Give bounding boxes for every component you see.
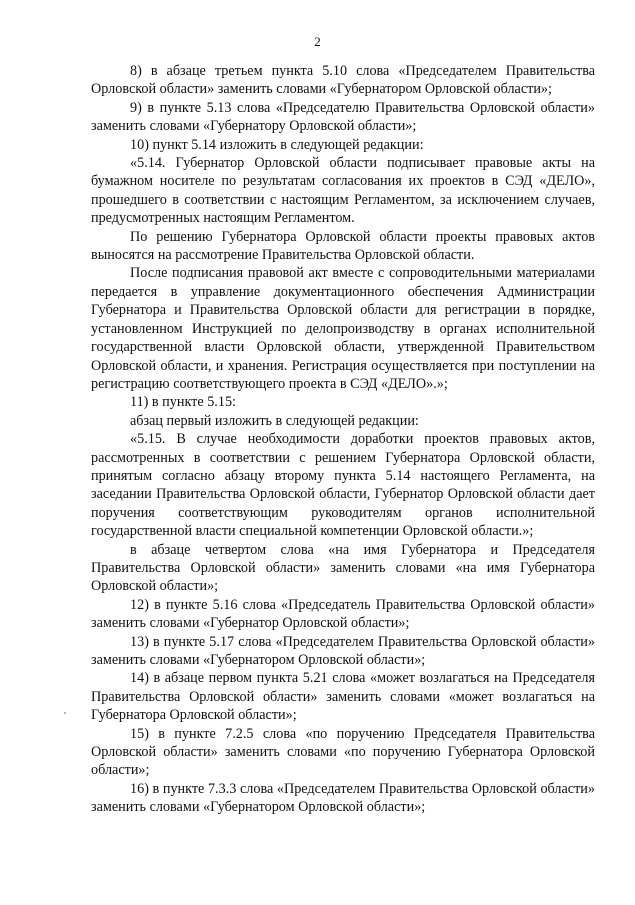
paragraph-quote-5-15: «5.15. В случае необходимости доработки проектов правовых актов, рассмотренных в соответствии с решением Губернатора Орловской области, принятым согласно абзацу второму пункта 5.14 настоящего Регламента, на заседании Правительства Орловской области, Губернатор Орловской области дает поручения соответствующим руководителям органов исполнительной государственной власти специальной компетенции Орловской области.»; — [91, 431, 595, 540]
page-number: 2 — [314, 34, 321, 49]
scan-speck — [64, 712, 66, 714]
paragraph-quote-5-14: «5.14. Губернатор Орловской области подписывает правовые акты на бумажном носителе по результатам согласования их проектов в СЭД «ДЕЛО», прошедшего в соответствии с настоящим Регламентом, за исключением случаев, предусмотренных настоящим Регламентом. — [91, 155, 595, 227]
paragraph-item-11: 11) в пункте 5.15: — [130, 394, 236, 411]
paragraph-item-8: 8) в абзаце третьем пункта 5.10 слова «Председателем Правительства Орловской области» заменить словами «Губернатором Орловской области»; — [91, 63, 595, 98]
paragraph-after-signing: После подписания правовой акт вместе с сопроводительными материалами передается в управление документационного обеспечения Администрации Губернатора и Правительства Орловской области для регистрации в порядке, установленном Инструкцией по делопроизводству в органах исполнительной государственной власти Орловской области, утвержденной Правительством Орловской области, и хранения. Регистрация осуществляется при поступлении на регистрацию соответствующего проекта в СЭД «ДЕЛО».»; — [91, 265, 595, 392]
paragraph-item-12: 12) в пункте 5.16 слова «Председатель Правительства Орловской области» заменить словами «Губернатор Орловской области»; — [91, 596, 595, 632]
paragraph-item-10: 10) пункт 5.14 изложить в следующей редакции: — [130, 136, 424, 153]
paragraph-item-9: 9) в пункте 5.13 слова «Председателю Правительства Орловской области» заменить словами «Губернатору Орловской области»; — [91, 99, 595, 135]
paragraph-item-13: 13) в пункте 5.17 слова «Председателем Правительства Орловской области» заменить словами «Губернатором Орловской области»; — [91, 633, 595, 668]
paragraph-item-16: 16) в пункте 7.3.3 слова «Председателем Правительства Орловской области» заменить словами «Губернатором Орловской области»; — [91, 780, 595, 816]
paragraph-governor-decision: По решению Губернатора Орловской области проекты правовых актов выносятся на рассмотрение Правительства Орловской области. — [91, 228, 595, 264]
paragraph-first-abzac: абзац первый изложить в следующей редакции: — [130, 412, 419, 429]
document-body — [91, 62, 595, 817]
paragraph-fourth-abzac: в абзаце четвертом слова «на имя Губернатора и Председателя Правительства Орловской области» заменить словами «на имя Губернатора Орловской области»; — [91, 541, 595, 595]
paragraph-item-14: 14) в абзаце первом пункта 5.21 слова «может возлагаться на Председателя Правительства Орловской области» заменить словами «может возлагаться на Губернатора Орловской области»; — [91, 670, 595, 724]
paragraph-item-15: 15) в пункте 7.2.5 слова «по поручению Председателя Правительства Орловской области» заменить словами «по поручению Губернатора Орловской области»; — [91, 725, 595, 779]
